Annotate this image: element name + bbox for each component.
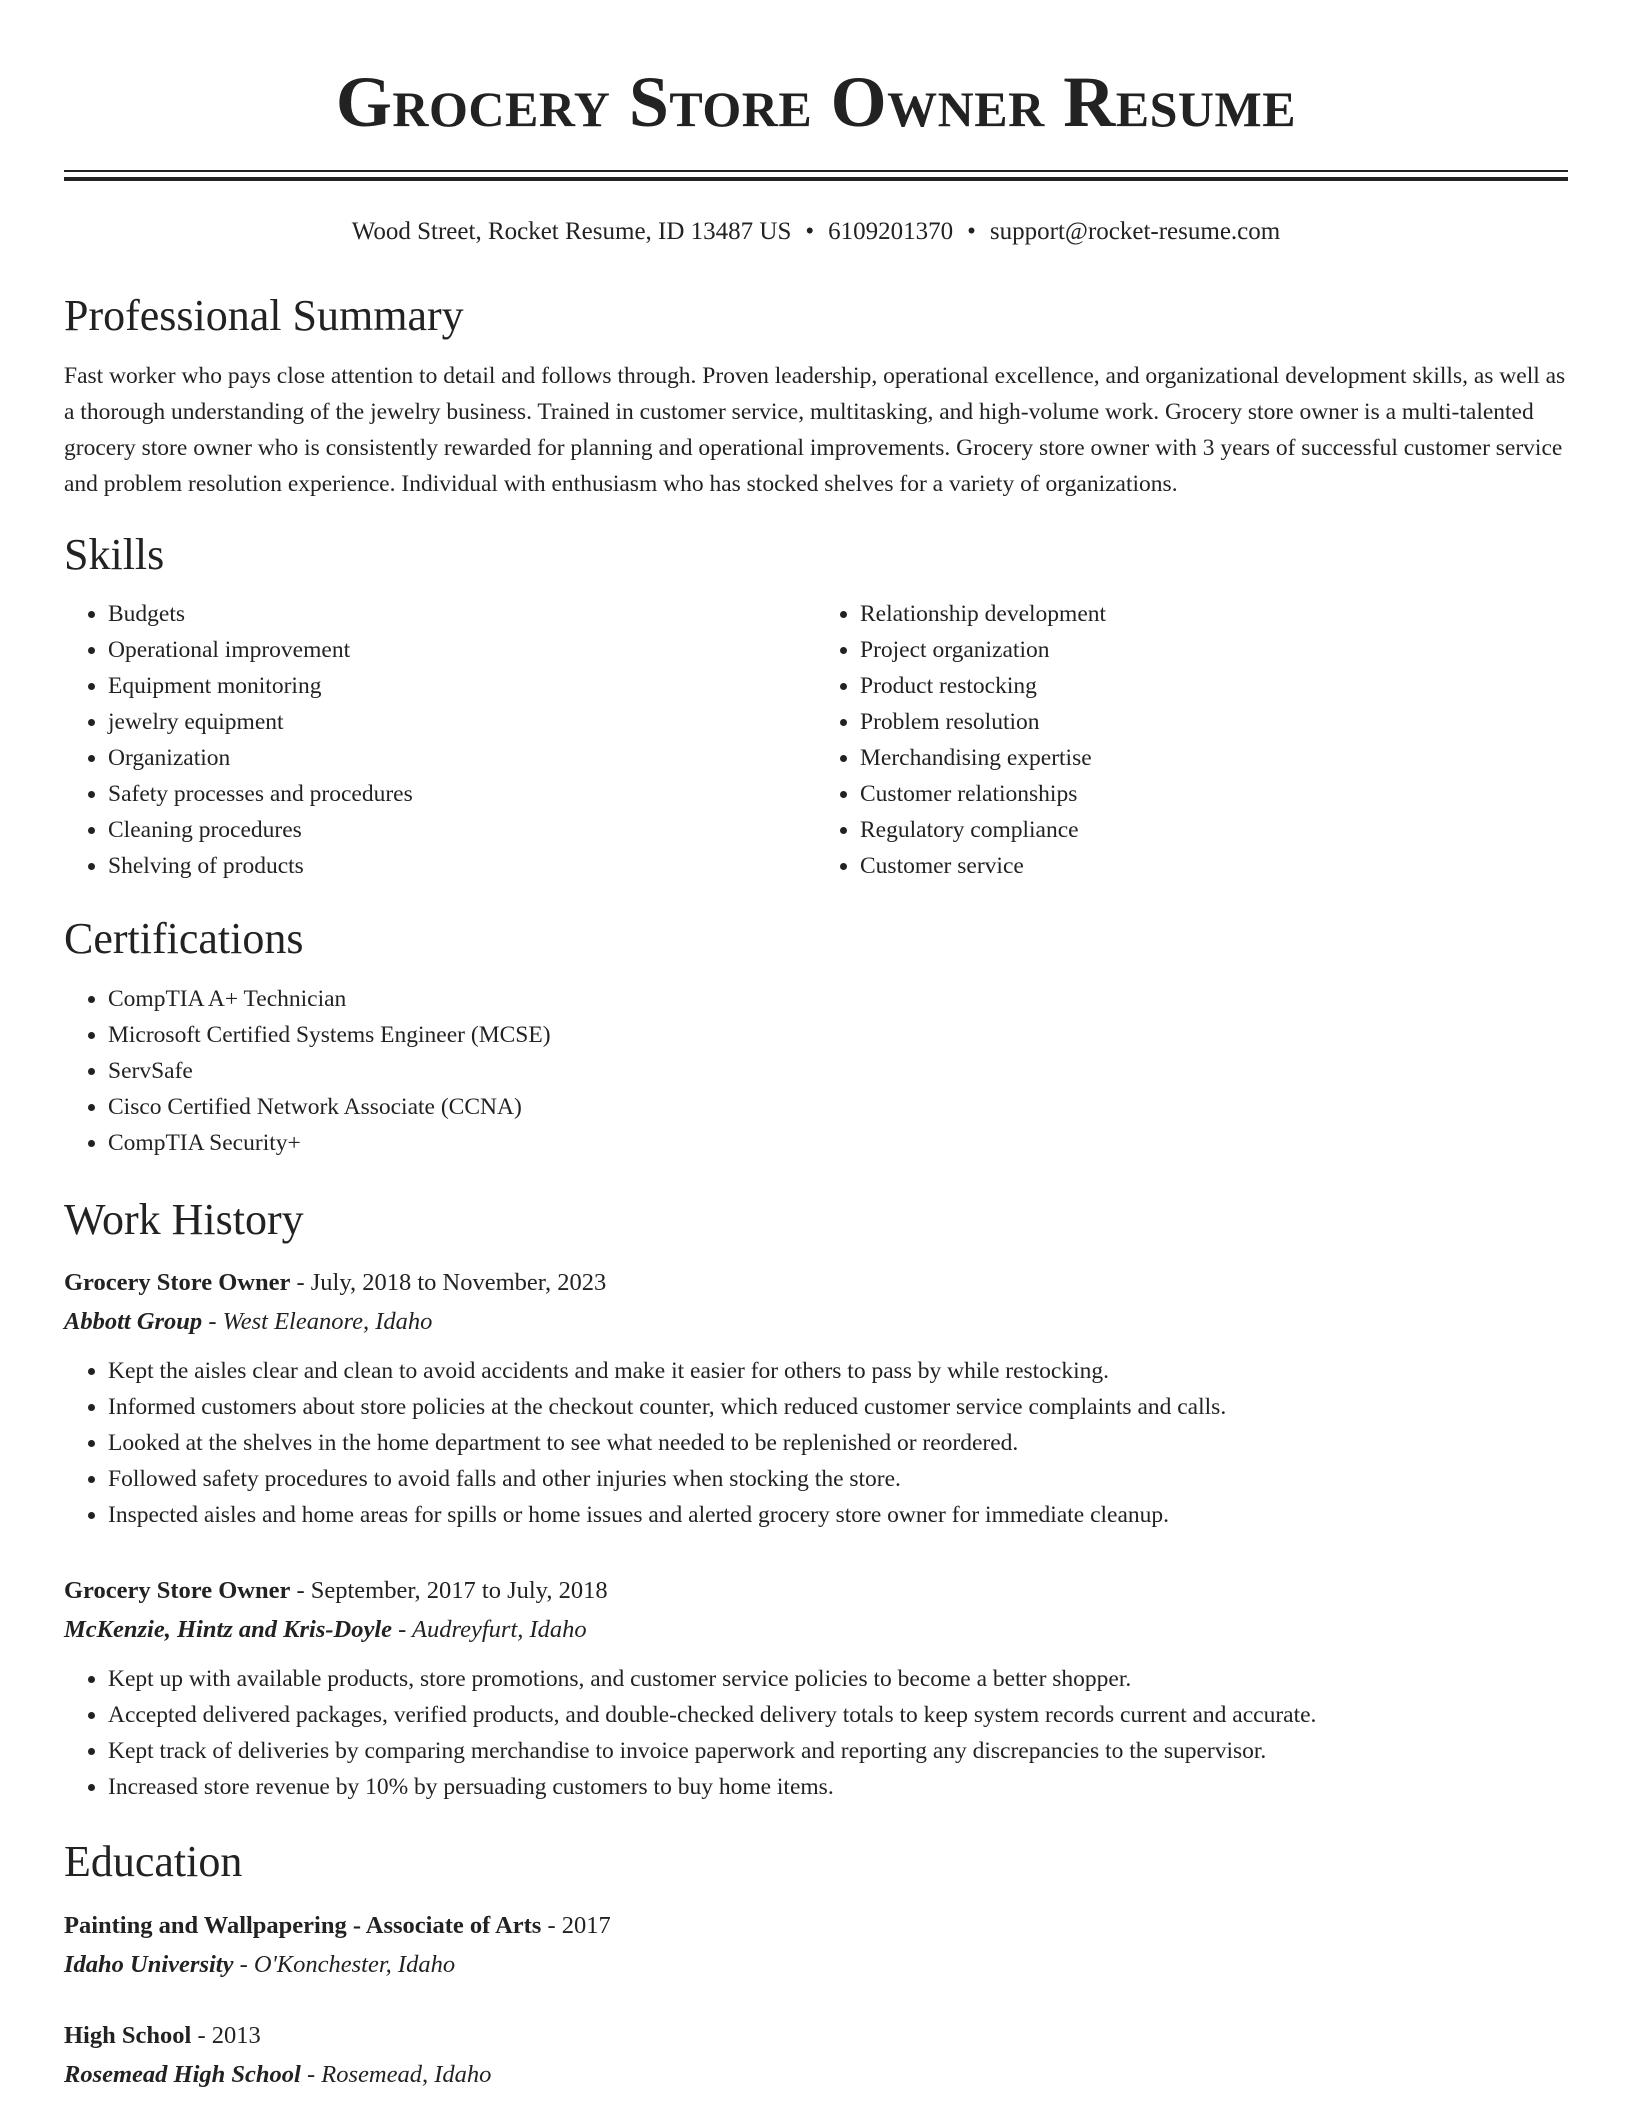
skills-columns [64,596,1568,884]
skill-item: • Budgets [108,596,816,632]
job-bullet: • Increased store revenue by 10% by persuading customers to buy home items. [108,1769,1568,1805]
skill-item: • Safety processes and procedures [108,776,816,812]
job-bullets [64,1353,1568,1533]
job-location: - Audreyfurt, Idaho [392,1616,587,1644]
education-entry [64,2016,1568,2094]
summary-text: Fast worker who pays close attention to detail and follows through. Proven leadership, operational excellence, and organizational development skills, as well as a thorough understanding of the jewelry business. Trained in customer service, multitasking, and high-volume work. Grocery store owner is a multi-talented grocery store owner who is consistently rewarded for planning and operational improvements. Grocery store owner with 3 years of successful customer service and problem resolution experience. Individual with enthusiasm who has stocked shelves for a variety of organizations. [64,362,1566,497]
job-location: - West Eleanore, Idaho [202,1308,433,1336]
skill-item: • Organization [108,740,816,776]
education-degree: High School [64,2021,192,2049]
job-bullet: • Followed safety procedures to avoid falls and other injuries when stocking the store. [108,1461,1568,1497]
certifications-heading: Certifications [64,914,304,964]
summary-heading: Professional Summary [64,291,464,340]
contact-separator: • [967,218,976,245]
job-title-line [64,1571,1568,1611]
education-location: - O'Konchester, Idaho [233,1950,456,1978]
job-bullets [64,1661,1568,1805]
education-school: Rosemead High School [64,2060,301,2088]
skill-item: • Problem resolution [860,704,1568,740]
job-company-line [64,1303,1568,1341]
certification-item: • ServSafe [108,1053,1568,1089]
education-heading: Education [64,1837,243,1887]
divider-thick-line [64,177,1568,181]
contact-email: support@rocket-resume.com [989,218,1281,245]
job-bullet: • Kept up with available products, store promotions, and customer service policies to become a better shopper. [108,1661,1568,1697]
education-school-line [64,1946,1568,1984]
education-location: - Rosemead, Idaho [300,2060,492,2088]
education-degree-line [64,2016,1568,2056]
certification-item: • Cisco Certified Network Associate (CCNA) [108,1089,1568,1125]
skill-item: • Relationship development [860,596,1568,632]
certification-item: • CompTIA A+ Technician [108,981,1568,1017]
divider-thin-line [64,170,1568,172]
skill-item: • Customer relationships [860,776,1568,812]
job-bullet: • Inspected aisles and home areas for spills or home issues and alerted grocery store owner for immediate cleanup. [108,1497,1568,1533]
job-company-line [64,1611,1568,1649]
education-year: - 2013 [191,2021,261,2049]
skill-item: • Regulatory compliance [860,812,1568,848]
job-entry [64,1263,1568,1533]
skill-item: • Customer service [860,848,1568,884]
job-company: McKenzie, Hintz and Kris-Doyle [64,1616,393,1644]
education-degree: Painting and Wallpapering - Associate of Arts [64,1911,542,1939]
skill-item: • Operational improvement [108,632,816,668]
skill-item: • Shelving of products [108,848,816,884]
summary-section [64,291,1568,502]
job-title: Grocery Store Owner [64,1577,291,1605]
title-divider [64,170,1568,181]
skill-item: • Equipment monitoring [108,668,816,704]
job-entry [64,1571,1568,1805]
job-title-line [64,1263,1568,1303]
job-company: Abbott Group [64,1308,203,1336]
skill-item: • Cleaning procedures [108,812,816,848]
certifications-list [64,981,1568,1161]
skill-item: • Product restocking [860,668,1568,704]
job-dates: - September, 2017 to July, 2018 [290,1577,608,1605]
job-bullet: • Looked at the shelves in the home department to see what needed to be replenished or reordered. [108,1425,1568,1461]
job-bullet: • Kept track of deliveries by comparing merchandise to invoice paperwork and reporting any discrepancies to the supervisor. [108,1733,1568,1769]
contact-phone: 6109201370 [828,218,954,245]
contact-separator: • [805,218,815,245]
skills-list-right [816,596,1568,884]
contact-line [64,217,1568,247]
skills-heading: Skills [64,529,165,579]
job-title: Grocery Store Owner [64,1269,291,1297]
contact-address: Wood Street, Rocket Resume, ID 13487 US [351,218,792,245]
certification-item: • CompTIA Security+ [108,1125,1568,1161]
certification-item: • Microsoft Certified Systems Engineer (MCSE) [108,1017,1568,1053]
skill-item: • jewelry equipment [108,704,816,740]
job-bullet: • Kept the aisles clear and clean to avoid accidents and make it easier for others to pass by while restocking. [108,1353,1568,1389]
education-school: Idaho University [64,1950,234,1978]
education-year: - 2017 [541,1911,611,1939]
education-entry [64,1906,1568,1984]
certifications-section [64,914,1568,1161]
job-dates: - July, 2018 to November, 2023 [290,1269,607,1297]
resume-title: Grocery Store Owner Resume [335,62,1297,142]
skills-section [64,530,1568,885]
education-school-line [64,2056,1568,2094]
skill-item: • Merchandising expertise [860,740,1568,776]
work-history-heading: Work History [64,1194,304,1244]
job-bullet: • Accepted delivered packages, verified products, and double-checked delivery totals to keep system records current and accurate. [108,1697,1568,1733]
work-history-section [64,1195,1568,1806]
job-bullet: • Informed customers about store policies at the checkout counter, which reduced customer service complaints and calls. [108,1389,1568,1425]
skill-item: • Project organization [860,632,1568,668]
skills-list-left [64,596,816,884]
education-section [64,1837,1568,2094]
education-degree-line [64,1906,1568,1946]
